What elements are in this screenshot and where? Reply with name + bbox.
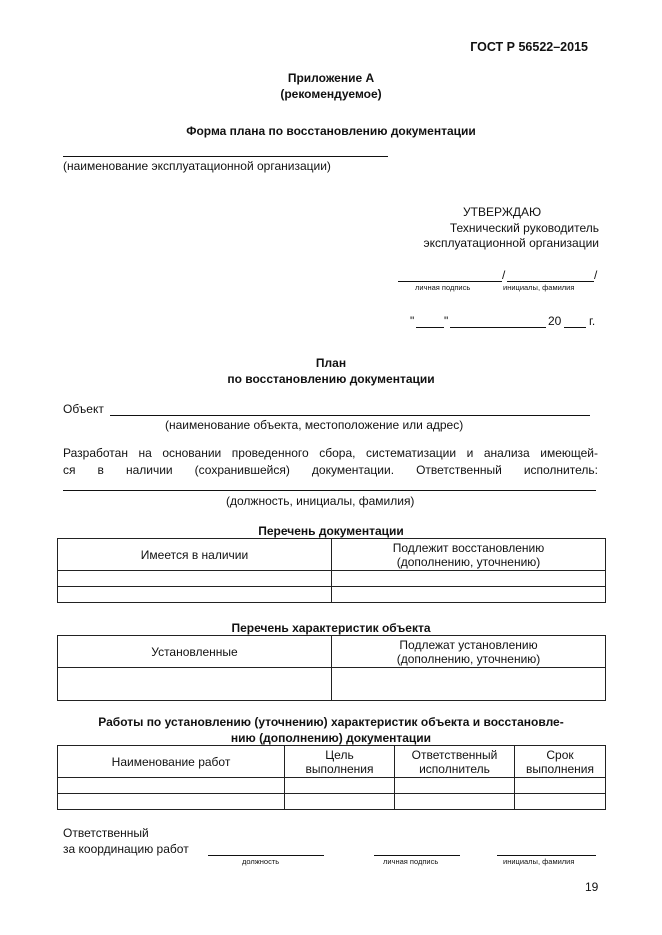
page-number: 19 — [585, 880, 599, 894]
table3-header-executor — [395, 746, 515, 778]
table-cell[interactable] — [395, 778, 515, 794]
object-label: Объект — [63, 402, 104, 416]
approval-word: УТВЕРЖДАЮ — [463, 205, 542, 219]
table-cell[interactable] — [332, 571, 606, 587]
responsible-name-caption: инициалы, фамилия — [503, 857, 575, 866]
table2-header-established — [58, 636, 332, 668]
table-cell[interactable] — [58, 587, 332, 603]
table2-col2-label-line2: (дополнению, уточнению) — [396, 651, 541, 666]
table3-col3-label-line2: исполнитель — [419, 761, 490, 776]
approval-separator-2: / — [594, 268, 598, 282]
table3-col4-label-line2: выполнения — [525, 761, 595, 776]
approval-signature-caption: личная подпись — [415, 283, 471, 292]
table-row — [58, 571, 606, 587]
table1-col1-label: Имеется в наличии — [140, 547, 249, 562]
table3-col4-label-line1: Срок — [546, 747, 574, 762]
table2-header-to-establish — [332, 636, 606, 668]
table-row — [58, 668, 606, 701]
approval-name-line[interactable] — [507, 281, 594, 282]
table2-header-row — [58, 636, 606, 668]
table-cell[interactable] — [285, 794, 395, 810]
date-century: 20 — [548, 314, 562, 328]
form-title: Форма плана по восстановлению документации — [186, 124, 476, 138]
organization-name-line[interactable] — [63, 156, 388, 157]
responsible-position-caption: должность — [242, 857, 280, 866]
approval-separator-1: / — [502, 268, 506, 282]
standard-number: ГОСТ Р 56522–2015 — [470, 40, 588, 54]
responsible-name-line[interactable] — [497, 855, 596, 856]
plan-title: План — [315, 356, 347, 370]
table-cell[interactable] — [395, 794, 515, 810]
developed-line-1: Разработан на основании проведенного сбора, систематизации и анализа имеющей- — [63, 446, 598, 460]
plan-subtitle: по восстановлению документации — [227, 372, 435, 386]
object-caption: (наименование объекта, местоположение или адрес) — [165, 418, 464, 432]
table-cell[interactable] — [515, 794, 606, 810]
date-day-line[interactable] — [416, 327, 444, 328]
table-row — [58, 794, 606, 810]
table1-header-row — [58, 539, 606, 571]
responsible-position-line[interactable] — [208, 855, 324, 856]
table-cell[interactable] — [58, 778, 285, 794]
responsible-signature-line[interactable] — [374, 855, 460, 856]
table3-header-work-name — [58, 746, 285, 778]
approval-name-caption: инициалы, фамилия — [503, 283, 575, 292]
date-quote-open: " — [410, 314, 415, 328]
table1-header-available — [58, 539, 332, 571]
works-table — [57, 745, 606, 810]
table3-header-row — [58, 746, 606, 778]
table2-title: Перечень характеристик объекта — [231, 621, 431, 635]
table-cell[interactable] — [58, 668, 332, 701]
table3-header-deadline — [515, 746, 606, 778]
table3-col1-label: Наименование работ — [111, 754, 231, 769]
documentation-table — [57, 538, 606, 603]
responsible-signature-caption: личная подпись — [383, 857, 439, 866]
organization-caption: (наименование эксплуатационной организации) — [63, 159, 331, 173]
appendix-subtitle: (рекомендуемое) — [280, 87, 382, 101]
table3-col3-label-line1: Ответственный — [411, 747, 498, 762]
table1-col2-label-line2: (дополнению, уточнению) — [396, 554, 541, 569]
object-name-line[interactable] — [110, 415, 590, 416]
responsible-label-line1: Ответственный — [63, 826, 149, 840]
table-row — [58, 778, 606, 794]
table3-header-goal — [285, 746, 395, 778]
table-cell[interactable] — [58, 794, 285, 810]
table-cell[interactable] — [332, 668, 606, 701]
table2-col1-label: Установленные — [151, 644, 238, 659]
table3-title-line1: Работы по установлению (уточнению) характеристик объекта и восстановле- — [98, 715, 564, 729]
table-cell[interactable] — [285, 778, 395, 794]
responsible-executor-line[interactable] — [63, 490, 596, 491]
table-cell[interactable] — [332, 587, 606, 603]
table2-col2-label-line1: Подлежат установлению — [399, 637, 538, 652]
date-quote-close: " — [444, 314, 449, 328]
developed-line-2: ся в наличии (сохранившейся) документации. Ответственный исполнитель: — [63, 463, 598, 477]
approval-position-line2: эксплуатационной организации — [423, 236, 599, 250]
table1-col2-label-line1: Подлежит восстановлению — [392, 540, 545, 555]
table1-header-restore — [332, 539, 606, 571]
table1-title: Перечень документации — [258, 524, 404, 538]
characteristics-table — [57, 635, 606, 701]
date-year-line[interactable] — [564, 327, 586, 328]
approval-signature-line[interactable] — [398, 281, 502, 282]
date-month-line[interactable] — [450, 327, 546, 328]
appendix-title: Приложение А — [287, 71, 375, 85]
approval-position-line1: Технический руководитель — [449, 221, 599, 235]
table-cell[interactable] — [515, 778, 606, 794]
developed-caption: (должность, инициалы, фамилия) — [226, 494, 415, 508]
table3-title-line2: нию (дополнению) документации — [230, 731, 432, 745]
date-suffix: г. — [589, 314, 596, 328]
table-row — [58, 587, 606, 603]
table3-col2-label-line2: выполнения — [305, 761, 374, 776]
table-cell[interactable] — [58, 571, 332, 587]
responsible-label-line2: за координацию работ — [63, 842, 189, 856]
table3-col2-label-line1: Цель — [325, 747, 354, 762]
